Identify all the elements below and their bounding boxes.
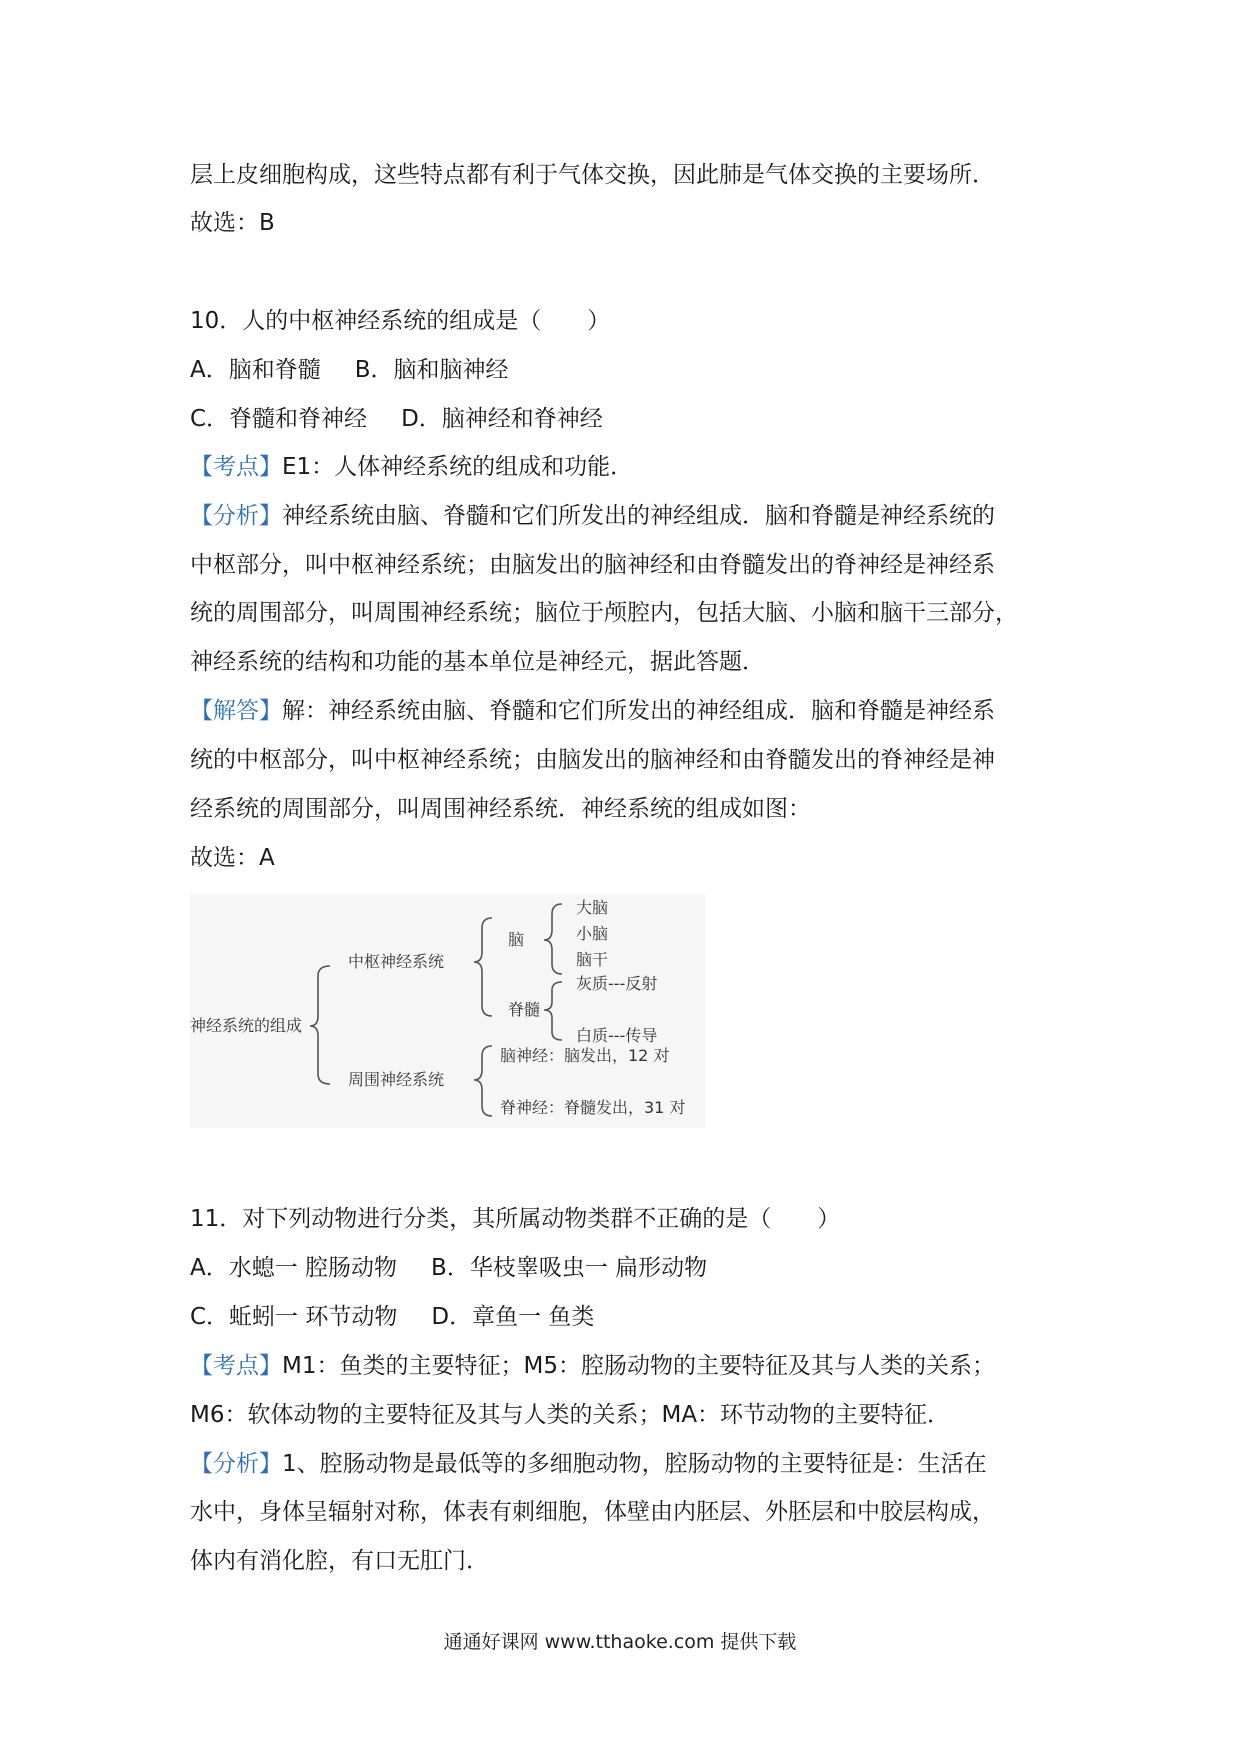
option-d: D．章鱼一 鱼类 bbox=[431, 1304, 595, 1330]
question-10-options-cd bbox=[190, 404, 603, 434]
peripheral-brace bbox=[474, 1046, 492, 1116]
diagram-white-matter-label: 白质---传导 bbox=[576, 1026, 658, 1045]
fenxi-tag: 【分析】 bbox=[190, 1451, 282, 1477]
diagram-braces bbox=[190, 894, 705, 1128]
question-11-options-ab bbox=[190, 1253, 707, 1283]
fenxi-line bbox=[190, 501, 995, 531]
brain-brace bbox=[544, 904, 562, 974]
kaodian-tag: 【考点】 bbox=[190, 454, 282, 480]
central-brace bbox=[474, 918, 492, 1016]
diagram-spinal-cord-label: 脊髓 bbox=[508, 1000, 541, 1019]
kaodian-text: E1：人体神经系统的组成和功能． bbox=[282, 454, 634, 480]
root-brace bbox=[310, 966, 330, 1084]
diagram-cerebrum-label: 大脑 bbox=[576, 898, 609, 917]
diagram-brainstem-label: 脑干 bbox=[576, 950, 609, 969]
fenxi-text: 1、腔肠动物是最低等的多细胞动物，腔肠动物的主要特征是：生活在 bbox=[282, 1451, 987, 1477]
option-b: B．脑和脑神经 bbox=[354, 357, 509, 383]
nervous-system-diagram bbox=[190, 894, 705, 1128]
answer-line: 故选：A bbox=[190, 845, 275, 871]
option-c: C．脊髓和脊神经 bbox=[190, 406, 368, 432]
diagram-root-label: 神经系统的组成 bbox=[190, 1016, 303, 1035]
diagram-spinal-nerves-label: 脊神经：脊髓发出，31 对 bbox=[500, 1098, 686, 1117]
question-10-options-ab bbox=[190, 355, 509, 385]
spinal-brace bbox=[544, 982, 562, 1040]
question-10-stem: 10．人的中枢神经系统的组成是（ ） bbox=[190, 308, 611, 334]
option-c: C．蚯蚓一 环节动物 bbox=[190, 1304, 398, 1330]
text-line: 层上皮细胞构成，这些特点都有利于气体交换，因此肺是气体交换的主要场所． bbox=[190, 162, 995, 188]
option-a: A．脑和脊髓 bbox=[190, 357, 321, 383]
diagram-cranial-nerves-label: 脑神经：脑发出，12 对 bbox=[500, 1046, 670, 1065]
option-d: D．脑神经和脊神经 bbox=[401, 406, 603, 432]
fenxi-line: 统的周围部分，叫周围神经系统；脑位于颅腔内，包括大脑、小脑和脑干三部分， bbox=[190, 600, 1018, 626]
kaodian-text: M1：鱼类的主要特征；M5：腔肠动物的主要特征及其与人类的关系； bbox=[282, 1353, 995, 1379]
kaodian-line: M6：软体动物的主要特征及其与人类的关系；MA：环节动物的主要特征． bbox=[190, 1402, 951, 1428]
kaodian-line bbox=[190, 1351, 995, 1381]
option-b: B．华枝睾吸虫一 扁形动物 bbox=[431, 1255, 708, 1281]
diagram-brain-label: 脑 bbox=[508, 930, 525, 949]
fenxi-text: 神经系统由脑、脊髓和它们所发出的神经组成．脑和脊髓是神经系统的 bbox=[282, 503, 995, 529]
question-11-options-cd bbox=[190, 1302, 594, 1332]
fenxi-tag: 【分析】 bbox=[190, 503, 282, 529]
jieda-tag: 【解答】 bbox=[190, 698, 282, 724]
diagram-central-label: 中枢神经系统 bbox=[348, 952, 445, 971]
fenxi-line: 神经系统的结构和功能的基本单位是神经元，据此答题． bbox=[190, 649, 765, 675]
kaodian-tag: 【考点】 bbox=[190, 1353, 282, 1379]
fenxi-line bbox=[190, 1449, 987, 1479]
fenxi-line: 水中，身体呈辐射对称，体表有刺细胞，体壁由内胚层、外胚层和中胶层构成， bbox=[190, 1499, 995, 1525]
fenxi-line: 体内有消化腔，有口无肛门． bbox=[190, 1548, 489, 1574]
kaodian-line bbox=[190, 452, 633, 482]
page-footer: 通通好课网 www.tthaoke.com 提供下载 bbox=[443, 1631, 797, 1653]
diagram-peripheral-label: 周围神经系统 bbox=[348, 1070, 445, 1089]
jieda-line bbox=[190, 696, 995, 726]
fenxi-line: 中枢部分，叫中枢神经系统；由脑发出的脑神经和由脊髓发出的脊神经是神经系 bbox=[190, 552, 995, 578]
diagram-cerebellum-label: 小脑 bbox=[576, 924, 609, 943]
jieda-text: 解：神经系统由脑、脊髓和它们所发出的神经组成．脑和脊髓是神经系 bbox=[282, 698, 995, 724]
jieda-line: 统的中枢部分，叫中枢神经系统；由脑发出的脑神经和由脊髓发出的脊神经是神 bbox=[190, 747, 995, 773]
answer-line: 故选：B bbox=[190, 210, 275, 236]
jieda-line: 经系统的周围部分，叫周围神经系统．神经系统的组成如图： bbox=[190, 796, 811, 822]
diagram-gray-matter-label: 灰质---反射 bbox=[576, 974, 658, 993]
option-a: A．水螅一 腔肠动物 bbox=[190, 1255, 398, 1281]
question-11-stem: 11．对下列动物进行分类，其所属动物类群不正确的是（ ） bbox=[190, 1206, 841, 1232]
